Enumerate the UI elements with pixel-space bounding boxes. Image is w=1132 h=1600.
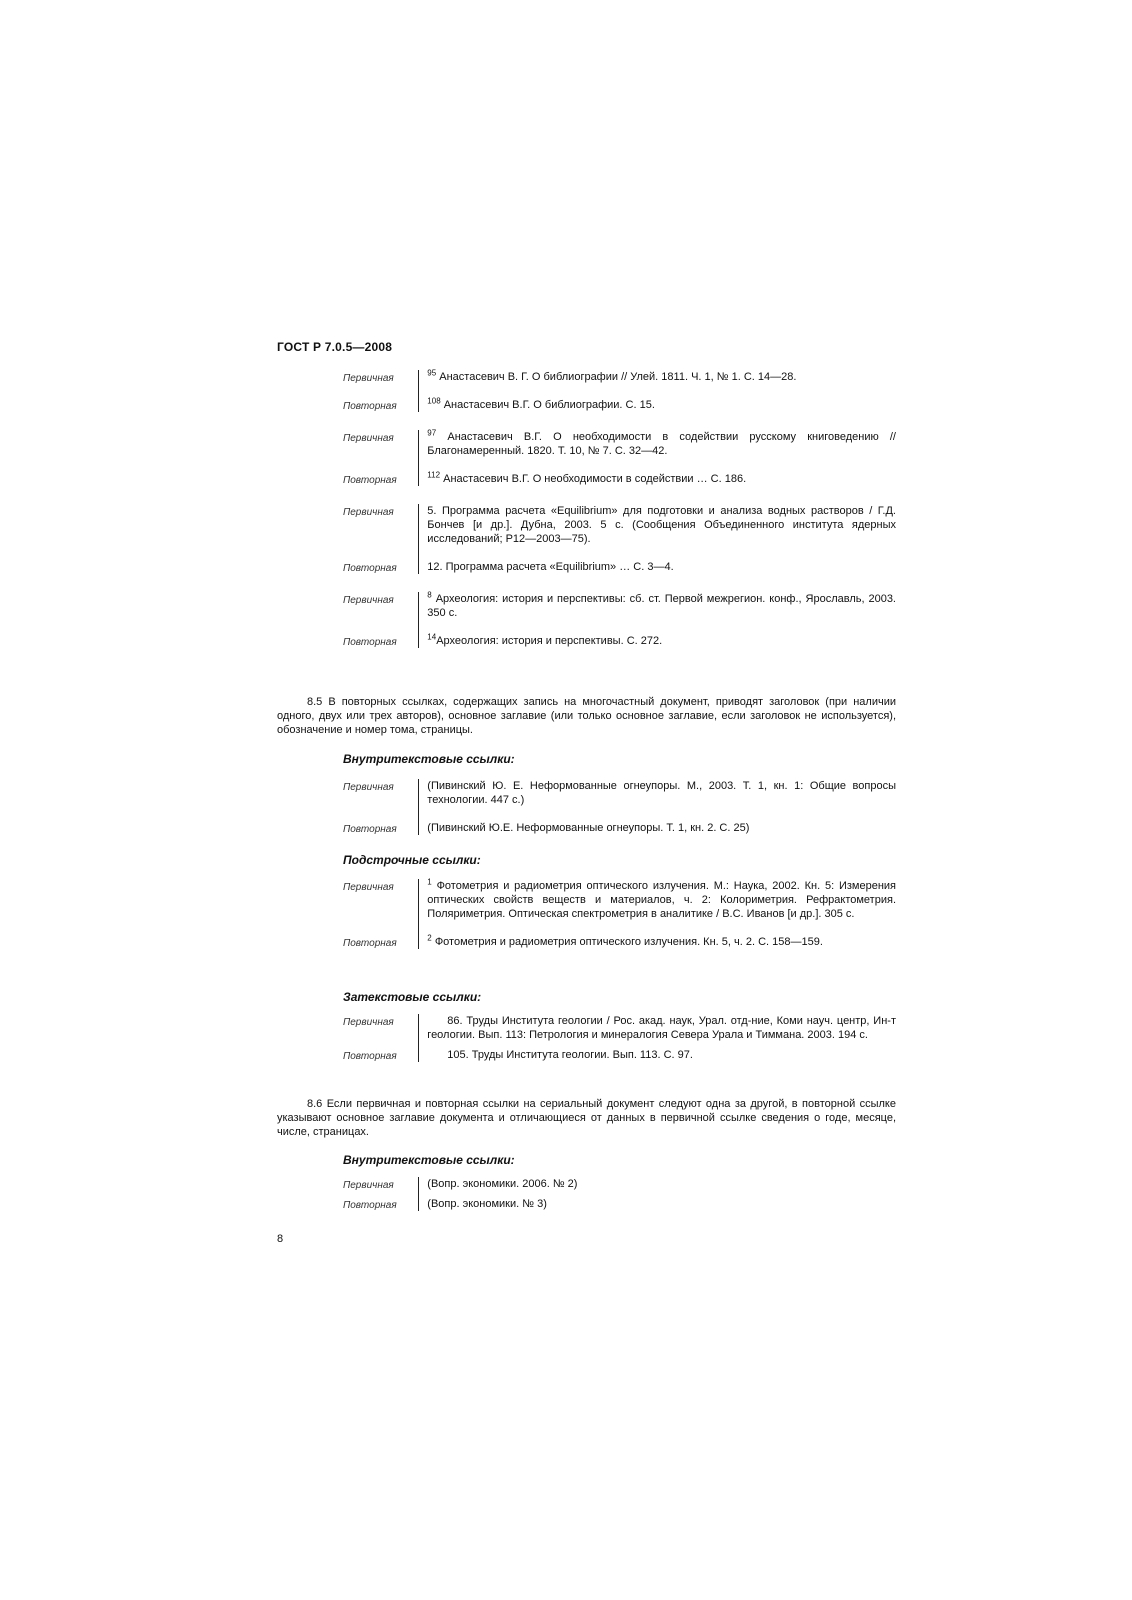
reference-group-4 — [343, 1014, 896, 1062]
reference-entry — [343, 430, 896, 458]
entry-type-label: Повторная — [343, 938, 397, 949]
entry-text: (Пивинский Ю. Е. Неформованные огнеупоры. М., 2003. Т. 1, кн. 1: Общие вопросы технологии. 447 с.) — [427, 780, 896, 806]
entry-text: $^2$ Фотометрия и радиометрия оптического излучения. Кн. 5, ч. 2. С. 158—159. — [427, 933, 823, 948]
footnote-number: 108 — [427, 396, 441, 406]
entry-text: 86. Труды Института геологии / Рос. акад. наук, Урал. отд-ние, Коми науч. центр, Ин-т геологии. Вып. 113: Петрология и минералогия Севера Урала и Тиммана. 2003. 194 с. — [427, 1015, 896, 1041]
reference-group-1 — [343, 370, 896, 648]
footnote-number: 2 — [427, 933, 432, 943]
paragraph-8-6: 8.6 Если первичная и повторная ссылки на сериальный документ следуют одна за другой, в повторной ссылке указывают основное заглавие документа и отличающиеся от данных в первичной ссылке сведения о годе, месяце, числе, страницах. — [277, 1098, 896, 1138]
footnote-number: 8 — [427, 590, 432, 600]
entry-text: 105. Труды Института геологии. Вып. 113. С. 97. — [447, 1049, 693, 1061]
entry-text: $^{108}$ Анастасевич В.Г. О библиографии. С. 15. — [427, 396, 655, 411]
reference-entry — [343, 779, 896, 807]
entry-text: $^{112}$ Анастасевич В.Г. О необходимости в содействии … С. 186. — [427, 470, 747, 485]
document-header: ГОСТ Р 7.0.5—2008 — [277, 340, 393, 354]
reference-entry — [343, 370, 896, 384]
entry-type-label: Повторная — [343, 1200, 397, 1211]
reference-group-5 — [343, 1177, 896, 1211]
entry-type-label: Повторная — [343, 824, 397, 835]
entry-type-label: Первичная — [343, 882, 394, 893]
paragraph-8-5: 8.5 В повторных ссылках, содержащих запись на многочастный документ, приводят заголовок (при наличии одного, двух или трех авторов), основное заглавие (или только основное заглавие, если заголовок не используется), обозначение и номер тома, страницы. — [277, 696, 896, 736]
footnote-number: 112 — [427, 470, 441, 480]
entry-text: $^8$ Археология: история и перспективы: сб. ст. Первой межрегион. конф., Ярославль, 2003. 350 с. — [427, 590, 896, 619]
entry-type-label: Повторная — [343, 563, 397, 574]
entry-type-label: Первичная — [343, 433, 394, 444]
entry-text: $^{97}$ Анастасевич В.Г. О необходимости в содействии русскому книговедению // Благонамеренный. 1820. Т. 10, № 7. С. 32—42. — [427, 428, 896, 457]
entry-text: $^1$ Фотометрия и радиометрия оптического излучения. М.: Наука, 2002. Кн. 5: Измерения оптических свойств веществ и материалов, ч. 2: Колориметрия. Рефрактометрия. Поляриметрия. Оптическая спектрометрия в аналитике / В.С. Иванов [и др.]. 305 с. — [427, 877, 896, 920]
footnote-number: 14 — [427, 632, 437, 642]
reference-entry — [343, 821, 896, 835]
footnote-number: 97 — [427, 428, 437, 438]
entry-type-label: Первичная — [343, 1180, 394, 1191]
entry-text: $^{95}$ Анастасевич В. Г. О библиографии // Улей. 1811. Ч. 1, № 1. С. 14—28. — [427, 368, 797, 383]
entry-text: 12. Программа расчета «Equilibrium» … С. 3—4. — [427, 561, 674, 573]
entry-type-label: Первичная — [343, 507, 394, 518]
reference-entry — [343, 1014, 896, 1042]
reference-entry — [343, 634, 896, 648]
entry-text: (Пивинский Ю.Е. Неформованные огнеупоры. Т. 1, кн. 2. С. 25) — [427, 822, 750, 834]
entry-text: (Вопр. экономики. № 3) — [427, 1198, 547, 1210]
reference-group-2 — [343, 779, 896, 835]
subheading-endnote-refs: Затекстовые ссылки: — [343, 990, 482, 1004]
entry-type-label: Повторная — [343, 401, 397, 412]
entry-type-label: Повторная — [343, 1051, 397, 1062]
entry-text: (Вопр. экономики. 2006. № 2) — [427, 1178, 578, 1190]
entry-type-label: Повторная — [343, 475, 397, 486]
reference-entry — [343, 398, 896, 412]
reference-group-3 — [343, 879, 896, 949]
reference-entry — [343, 504, 896, 546]
reference-entry — [343, 560, 896, 574]
reference-entry — [343, 1197, 896, 1211]
reference-entry — [343, 472, 896, 486]
entry-type-label: Первичная — [343, 373, 394, 384]
entry-type-label: Первичная — [343, 1017, 394, 1028]
subheading-intext-refs-2: Внутритекстовые ссылки: — [343, 1153, 515, 1167]
entry-type-label: Первичная — [343, 782, 394, 793]
reference-entry — [343, 879, 896, 921]
subheading-footnote-refs: Подстрочные ссылки: — [343, 853, 481, 867]
entry-type-label: Первичная — [343, 595, 394, 606]
reference-entry — [343, 1177, 896, 1191]
reference-entry — [343, 1048, 896, 1062]
footnote-number: 95 — [427, 368, 437, 378]
entry-text: 5. Программа расчета «Equilibrium» для подготовки и анализа водных растворов / Г.Д. Бончев [и др.]. Дубна, 2003. 5 с. (Сообщения Объединенного института ядерных исследований; Р12—2003—75). — [427, 505, 896, 545]
footnote-number: 1 — [427, 877, 432, 887]
subheading-intext-refs: Внутритекстовые ссылки: — [343, 752, 515, 766]
page-number: 8 — [277, 1233, 284, 1245]
entry-text: $^{14}$Археология: история и перспективы. С. 272. — [427, 632, 663, 647]
reference-entry — [343, 935, 896, 949]
reference-entry — [343, 592, 896, 620]
entry-type-label: Повторная — [343, 637, 397, 648]
